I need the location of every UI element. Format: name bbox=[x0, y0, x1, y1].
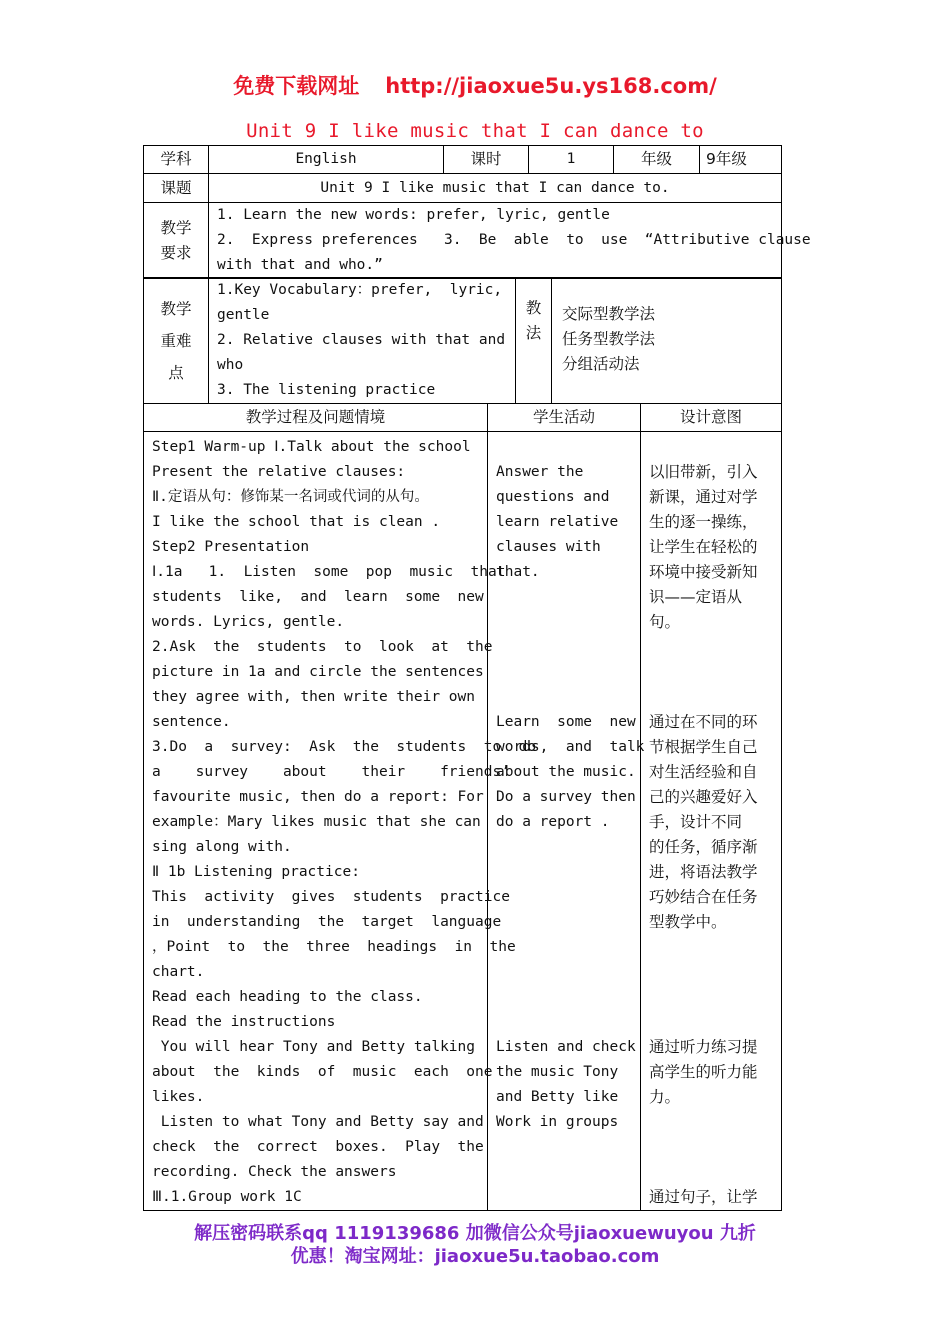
design-intent-line: 以旧带新，引入 bbox=[649, 463, 758, 481]
key-point-line: 3. The listening practice bbox=[217, 382, 436, 398]
design-intent-line: 节根据学生自己 bbox=[649, 738, 758, 756]
requirement-line: 2. Express preferences 3. Be able to use “Attributive clause bbox=[217, 232, 811, 248]
header-label: 免费下载网址 bbox=[233, 74, 360, 98]
method-label bbox=[516, 278, 552, 404]
period-label: 课时 bbox=[444, 146, 529, 174]
design-intent-line: 让学生在轻松的 bbox=[649, 538, 758, 556]
student-activity-line: questions and bbox=[496, 489, 610, 505]
process-line: about the kinds of music each one bbox=[152, 1064, 493, 1080]
topic-value: Unit 9 I like music that I can dance to. bbox=[209, 174, 782, 203]
student-activity-line: clauses with bbox=[496, 539, 601, 555]
process-line: chart. bbox=[152, 964, 205, 980]
design-intent-line: 识——定语从 bbox=[649, 588, 743, 606]
process-header: 教学过程及问题情境 bbox=[144, 404, 488, 432]
process-line: sentence. bbox=[152, 714, 231, 730]
process-line: favourite music, then do a report: For bbox=[152, 789, 484, 805]
lesson-info-table bbox=[143, 145, 811, 279]
key-points-label-line: 重难 bbox=[160, 331, 192, 350]
process-line: likes. bbox=[152, 1089, 205, 1105]
student-activity-line bbox=[496, 1160, 632, 1185]
design-intent-line bbox=[649, 1160, 773, 1185]
methods-list bbox=[552, 278, 782, 404]
design-intent-line bbox=[649, 1110, 773, 1135]
process-line: Read the instructions bbox=[152, 1014, 336, 1030]
design-intent-line: 句。 bbox=[649, 613, 681, 631]
requirements-label-line: 要求 bbox=[160, 243, 192, 262]
key-points-label-line: 点 bbox=[168, 363, 184, 382]
process-line: check the correct boxes. Play the bbox=[152, 1139, 484, 1155]
footer-line-2: 优惠！淘宝网址：jiaoxue5u.taobao.com bbox=[290, 1246, 660, 1267]
student-activity-line: Do a survey then bbox=[496, 789, 636, 805]
design-lines bbox=[649, 435, 773, 1210]
process-line: Step1 Warm-up Ⅰ.Talk about the school bbox=[152, 439, 471, 455]
subject-value: English bbox=[209, 146, 444, 174]
process-table bbox=[143, 403, 782, 1211]
student-activity-line bbox=[496, 1010, 632, 1035]
process-line: Ⅱ 1b Listening practice: bbox=[152, 864, 360, 880]
design-intent-line: 通过在不同的环 bbox=[649, 713, 758, 731]
requirement-line: 1. Learn the new words: prefer, lyric, gentle bbox=[217, 207, 610, 223]
design-intent-line bbox=[649, 635, 773, 660]
key-point-line: who bbox=[217, 357, 244, 373]
student-activity-line bbox=[496, 685, 632, 710]
process-line: Ⅱ.定语从句：修饰某一名词或代词的从句。 bbox=[152, 489, 429, 505]
student-activity-line: Work in groups bbox=[496, 1114, 619, 1130]
student-cell bbox=[488, 432, 645, 1211]
student-activity-line bbox=[496, 985, 632, 1010]
design-intent-line: 生的逐一操练， bbox=[649, 513, 758, 531]
design-intent-line: 通过听力练习提 bbox=[649, 1038, 758, 1056]
design-cell bbox=[641, 432, 782, 1211]
design-intent-line: 巧妙结合在任务 bbox=[649, 888, 758, 906]
requirements-label-line: 教学 bbox=[160, 218, 192, 237]
design-intent-line bbox=[649, 685, 773, 710]
topic-label: 课题 bbox=[144, 174, 209, 203]
student-activity-line bbox=[496, 1185, 632, 1210]
requirements-label bbox=[144, 203, 209, 279]
student-activity-line bbox=[496, 860, 632, 885]
key-points-label-line: 教学 bbox=[160, 299, 192, 318]
key-points-table bbox=[143, 277, 782, 404]
design-intent-line: 手，设计不同 bbox=[649, 813, 743, 831]
student-activity-line: learn relative bbox=[496, 514, 619, 530]
student-activity-line: about the music. bbox=[496, 764, 636, 780]
process-line: picture in 1a and circle the sentences bbox=[152, 664, 484, 680]
student-activity-line bbox=[496, 435, 632, 460]
student-activity-line: the music Tony bbox=[496, 1064, 619, 1080]
document-title: Unit 9 I like music that I can dance to bbox=[246, 120, 704, 142]
student-activity-line bbox=[496, 935, 632, 960]
process-line: I like the school that is clean . bbox=[152, 514, 441, 530]
key-point-line: 1.Key Vocabulary：prefer, lyric, bbox=[217, 282, 503, 298]
process-line: ，Point to the three headings in the bbox=[152, 939, 516, 955]
process-line: Ⅲ.1.Group work 1C bbox=[152, 1189, 302, 1205]
student-activity-line bbox=[496, 910, 632, 935]
grade-value: 9年级 bbox=[700, 146, 782, 174]
process-line: 3.Do a survey: Ask the students to do bbox=[152, 739, 537, 755]
period-value: 1 bbox=[529, 146, 614, 174]
design-intent-line: 环境中接受新知 bbox=[649, 563, 758, 581]
key-point-line: gentle bbox=[217, 307, 270, 323]
design-intent-header: 设计意图 bbox=[641, 404, 782, 432]
design-intent-line: 己的兴趣爱好入 bbox=[649, 788, 758, 806]
process-line: Read each heading to the class. bbox=[152, 989, 423, 1005]
student-activity-line bbox=[496, 1135, 632, 1160]
method-label-line: 教 bbox=[525, 299, 542, 317]
student-activity-line: words, and talk bbox=[496, 739, 645, 755]
student-activity-line bbox=[496, 585, 632, 610]
design-intent-line: 进，将语法教学 bbox=[649, 863, 758, 881]
subject-label: 学科 bbox=[144, 146, 209, 174]
student-activity-line: that. bbox=[496, 564, 540, 580]
footer-line-1: 解压密码联系qq 1119139686 加微信公众号jiaoxuewuyou 九折 bbox=[194, 1223, 756, 1244]
student-activity-line: and Betty like bbox=[496, 1089, 619, 1105]
design-intent-line: 新课，通过对学 bbox=[649, 488, 758, 506]
process-line: in understanding the target language bbox=[152, 914, 502, 930]
student-activity-line bbox=[496, 885, 632, 910]
design-intent-line: 通过句子，让学 bbox=[649, 1188, 758, 1206]
key-points-text bbox=[209, 278, 516, 404]
method-item: 交际型教学法 bbox=[562, 305, 656, 323]
student-activity-line bbox=[496, 660, 632, 685]
method-item: 分组活动法 bbox=[562, 355, 640, 373]
process-line: Present the relative clauses: bbox=[152, 464, 406, 480]
process-line: students like, and learn some new bbox=[152, 589, 484, 605]
design-intent-line bbox=[649, 935, 773, 960]
student-activity-line: do a report . bbox=[496, 814, 610, 830]
process-line: Step2 Presentation bbox=[152, 539, 310, 555]
student-activity-line bbox=[496, 835, 632, 860]
design-intent-line: 的任务，循序渐 bbox=[649, 838, 758, 856]
header-url-link[interactable]: http://jiaoxue5u.ys168.com/ bbox=[385, 74, 717, 98]
method-label-line: 法 bbox=[525, 324, 542, 342]
process-line: a survey about their friends’ bbox=[152, 764, 510, 780]
student-activity-line: Learn some new bbox=[496, 714, 636, 730]
download-header bbox=[0, 70, 950, 100]
requirements-text bbox=[209, 203, 811, 279]
design-intent-line bbox=[649, 1010, 773, 1035]
design-intent-line bbox=[649, 985, 773, 1010]
process-line: example：Mary likes music that she can bbox=[152, 814, 481, 830]
design-intent-line bbox=[649, 960, 773, 985]
process-line: they agree with, then write their own bbox=[152, 689, 476, 705]
requirement-line: with that and who.” bbox=[217, 257, 383, 273]
process-line: This activity gives students practice bbox=[152, 889, 510, 905]
process-line: words. Lyrics, gentle. bbox=[152, 614, 345, 630]
design-intent-line bbox=[649, 660, 773, 685]
design-intent-line bbox=[649, 1135, 773, 1160]
student-activity-line bbox=[496, 635, 632, 660]
process-line: Ⅰ.1a 1. Listen some pop music that bbox=[152, 564, 506, 580]
process-cell bbox=[144, 432, 537, 1211]
student-activity-line bbox=[496, 960, 632, 985]
design-intent-line: 高学生的听力能 bbox=[649, 1063, 758, 1081]
student-activity-header: 学生活动 bbox=[488, 404, 641, 432]
design-intent-line: 型教学中。 bbox=[649, 913, 727, 931]
design-intent-line: 力。 bbox=[649, 1088, 681, 1106]
method-item: 任务型教学法 bbox=[562, 330, 656, 348]
key-point-line: 2. Relative clauses with that and bbox=[217, 332, 506, 348]
student-activity-line: Answer the bbox=[496, 464, 584, 480]
key-points-label bbox=[144, 278, 209, 404]
student-activity-line bbox=[496, 610, 632, 635]
process-line: Listen to what Tony and Betty say and bbox=[152, 1114, 484, 1130]
process-line: You will hear Tony and Betty talking bbox=[152, 1039, 476, 1055]
process-lines bbox=[152, 435, 537, 1210]
process-line: sing along with. bbox=[152, 839, 292, 855]
design-intent-line bbox=[649, 435, 773, 460]
process-line: recording. Check the answers bbox=[152, 1164, 397, 1180]
process-line: 2.Ask the students to look at the bbox=[152, 639, 493, 655]
student-activity-line: Listen and check bbox=[496, 1039, 636, 1055]
design-intent-line: 对生活经验和自 bbox=[649, 763, 758, 781]
student-lines bbox=[496, 435, 645, 1210]
grade-label: 年级 bbox=[614, 146, 700, 174]
